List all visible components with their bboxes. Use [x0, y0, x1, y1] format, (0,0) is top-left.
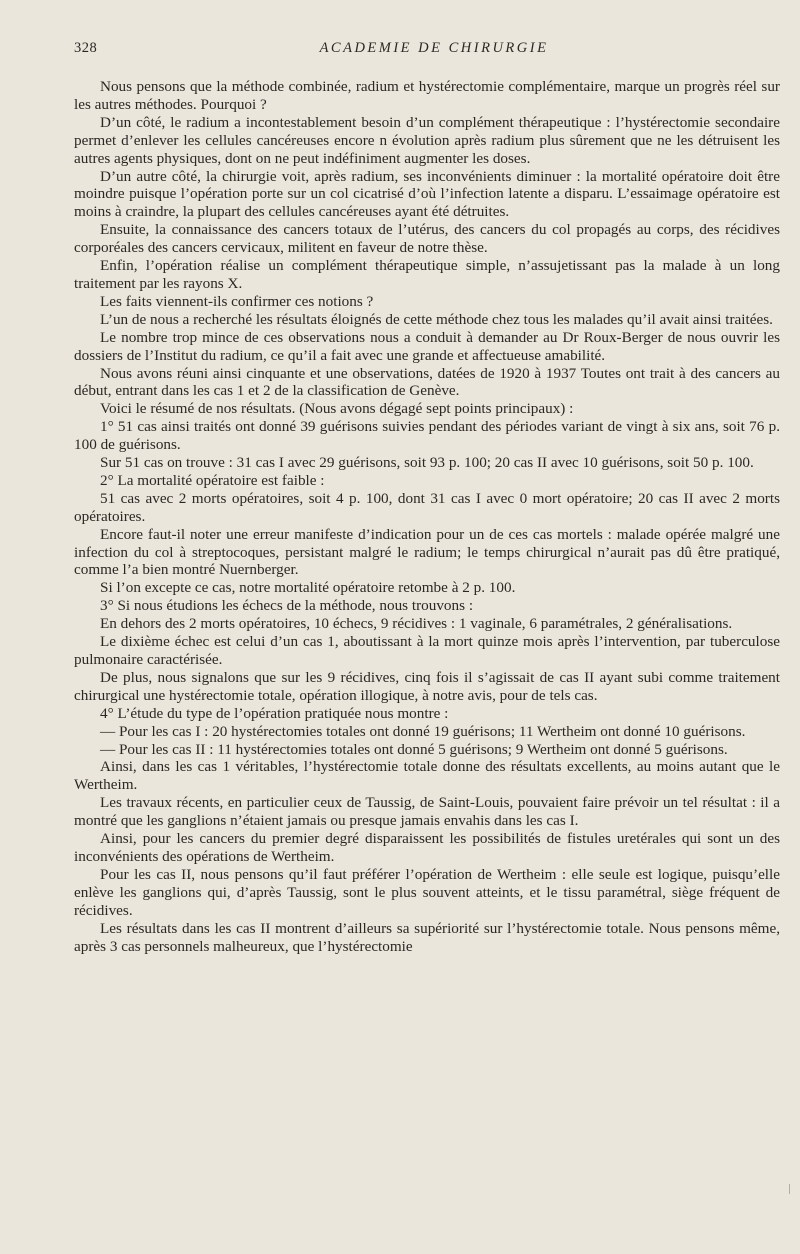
paragraph: 51 cas avec 2 morts opératoires, soit 4 p. 100, dont 31 cas I avec 0 mort opératoire; 20 cas II avec 2 morts opératoires. — [74, 489, 780, 525]
paragraph: Le dixième échec est celui d’un cas 1, aboutissant à la mort quinze mois après l’intervention, par tuberculose pulmonaire caractérisée. — [74, 633, 780, 668]
paragraph: Enfin, l’opération réalise un complément thérapeutique simple, n’assujetissant pas la malade à un long traitement par les rayons X. — [74, 257, 780, 292]
paragraph: — Pour les cas II : 11 hystérectomies totales ont donné 5 guérisons; 9 Wertheim ont donné 5 guérisons. — [100, 740, 728, 758]
paragraph: Les travaux récents, en particulier ceux de Taussig, de Saint-Louis, pouvaient faire prévoir un tel résultat : il a montré que les ganglions n’étaient jamais ou presque jamais envahis dans les cas I. — [74, 794, 780, 830]
paragraph: Voici le résumé de nos résultats. (Nous avons dégagé sept points principaux) : — [100, 400, 574, 418]
paragraph: Les résultats dans les cas II montrent d’ailleurs sa supériorité sur l’hystérectomie totale. Nous pensons même, après 3 cas personnels malheureux, que l’hystérectomie — [74, 919, 780, 955]
paragraph: 3° Si nous étudions les échecs de la méthode, nous trouvons : — [100, 597, 474, 615]
paragraph: Encore faut-il noter une erreur manifeste d’indication pour un de ces cas mortels : malade opérée malgré une infection du col à streptocoques, persistant malgré le radium; le temps chirurgical n’aurait pas dû être pratiqué, comme l’a bien montré Nuernberger. — [74, 525, 780, 579]
paragraph: Nous avons réuni ainsi cinquante et une observations, datées de 1920 à 1937 Toutes ont trait à des cancers au début, entrant dans les cas 1 et 2 de la classification de Genève. — [74, 364, 780, 400]
paragraph: Sur 51 cas on trouve : 31 cas I avec 29 guérisons, soit 93 p. 100; 20 cas II avec 10 guérisons, soit 50 p. 100. — [100, 454, 754, 472]
paragraph: En dehors des 2 morts opératoires, 10 échecs, 9 récidives : 1 vaginale, 6 paramétrales, 2 généralisations. — [100, 615, 733, 633]
paragraph: L’un de nous a recherché les résultats éloignés de cette méthode chez tous les malades qu’il avait ainsi traitées. — [100, 310, 773, 328]
paragraph: — Pour les cas I : 20 hystérectomies totales ont donné 19 guérisons; 11 Wertheim ont donné 10 guérisons. — [100, 722, 746, 740]
paragraph: Ainsi, dans les cas 1 véritables, l’hystérectomie totale donne des résultats excellents, au moins autant que le Wertheim. — [74, 758, 780, 794]
page-header — [74, 40, 760, 60]
paragraph: Ensuite, la connaissance des cancers totaux de l’utérus, des cancers du col propagés au corps, des récidives corporéales des cancers cervicaux, militent en faveur de notre thèse. — [74, 221, 780, 257]
paragraph: Ainsi, pour les cancers du premier degré disparaissent les possibilités de fistules uretérales qui sont un des inconvénients des opérations de Wertheim. — [74, 830, 780, 865]
paragraph: 1° 51 cas ainsi traités ont donné 39 guérisons suivies pendant des périodes variant de vingt à six ans, soit 76 p. 100 de guérisons. — [74, 418, 780, 454]
paragraph: D’un côté, le radium a incontestablement besoin d’un complément thérapeutique : l’hystérectomie secondaire permet d’enlever les cellules cancéreuses encore n évolution après radium plus sûrement que ne les détruisent les autres agents physiques, dont on ne peut indéfiniment augmenter les doses. — [74, 113, 780, 167]
body-text — [74, 78, 780, 955]
paragraph: De plus, nous signalons que sur les 9 récidives, cinq fois il s’agissait de cas II ayant subi comme traitement chirurgical une hystérectomie totale, opération illogique, à notre avis, pour de tels cas. — [74, 668, 780, 704]
paragraph: D’un autre côté, la chirurgie voit, après radium, ses inconvénients diminuer : la mortalité opératoire doit être moindre puisque l’opération porte sur un col cicatrisé d’où l’infection latente a disparu. L’essaimage opératoire est moins à craindre, la plupart des cellules cancéreuses ayant été détruites. — [74, 167, 780, 221]
paragraph: 4° L’étude du type de l’opération pratiquée nous montre : — [100, 704, 449, 722]
running-title: ACADEMIE DE CHIRURGIE — [319, 40, 549, 56]
paragraph: Nous pensons que la méthode combinée, radium et hystérectomie complémentaire, marque un progrès réel sur les autres méthodes. Pourquoi ? — [74, 78, 780, 113]
paragraph: Le nombre trop mince de ces observations nous a conduit à demander au Dr Roux-Berger de nous ouvrir les dossiers de l’Institut du radium, ce qu’il a fait avec une grande et affectueuse amabilité. — [74, 328, 780, 364]
page-number: 328 — [74, 40, 98, 56]
paragraph: Pour les cas II, nous pensons qu’il faut préférer l’opération de Wertheim : elle seule est logique, puisqu’elle enlève les ganglions qui, d’après Taussig, sont le plus souvent atteints, et le tissu paramétral, siège fréquent de récidives. — [74, 865, 780, 919]
margin-mark — [789, 1184, 794, 1194]
paragraph: Les faits viennent-ils confirmer ces notions ? — [100, 292, 374, 310]
paragraph: Si l’on excepte ce cas, notre mortalité opératoire retombe à 2 p. 100. — [100, 579, 516, 597]
paragraph: 2° La mortalité opératoire est faible : — [100, 471, 325, 489]
